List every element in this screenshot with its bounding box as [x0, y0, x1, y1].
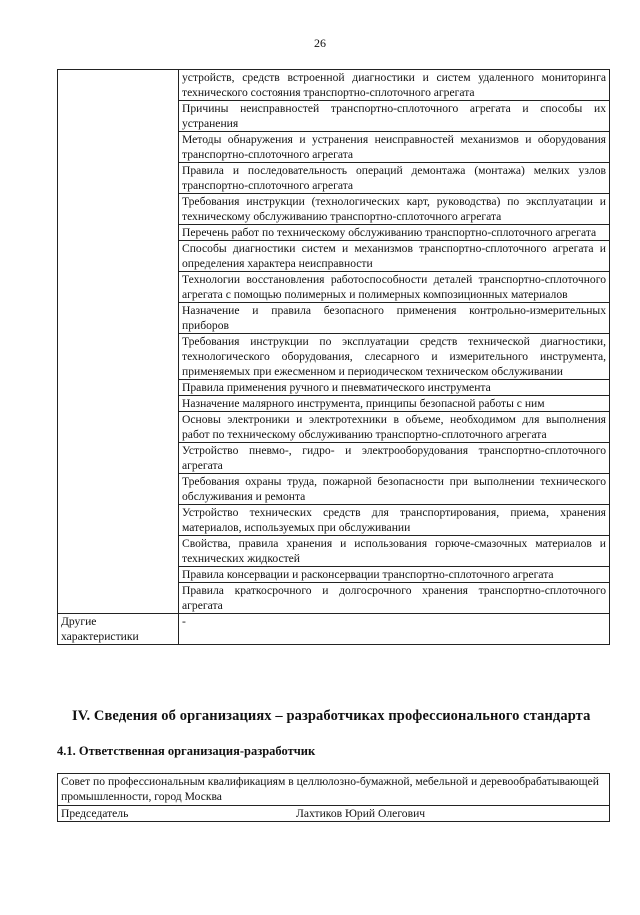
table-row	[58, 70, 610, 101]
signer-row	[58, 806, 610, 822]
row-label	[58, 70, 179, 614]
requirement-text: Правила консервации и расконсервации транспортно-сплоточного агрегата	[179, 567, 610, 583]
requirement-text: Методы обнаружения и устранения неисправностей механизмов и оборудования транспортно-сплоточного агрегата	[179, 132, 610, 163]
requirement-text: Правила краткосрочного и долгосрочного хранения транспортно-сплоточного агрегата	[179, 583, 610, 614]
requirement-text: Свойства, правила хранения и использования горюче-смазочных материалов и технических жидкостей	[179, 536, 610, 567]
requirement-text: Назначение малярного инструмента, принципы безопасной работы с ним	[179, 396, 610, 412]
requirement-text: Требования инструкции (технологических карт, руководства) по эксплуатации и техническому обслуживанию транспортно-сплоточного агрегата	[179, 194, 610, 225]
requirement-text: Устройство технических средств для транспортирования, приема, хранения материалов, используемых при обслуживании	[179, 505, 610, 536]
requirement-text: Способы диагностики систем и механизмов транспортно-сплоточного агрегата и определения характера неисправности	[179, 241, 610, 272]
requirement-text: Правила применения ручного и пневматического инструмента	[179, 380, 610, 396]
organization-table	[57, 773, 610, 822]
page-number: 26	[314, 36, 326, 50]
requirement-text: устройств, средств встроенной диагностики и систем удаленного мониторинга технического состояния транспортно-сплоточного агрегата	[179, 70, 610, 101]
requirement-text: Основы электроники и электротехники в объеме, необходимом для выполнения работ по техническому обслуживанию транспортно-сплоточного агрегата	[179, 412, 610, 443]
requirements-table	[57, 69, 610, 645]
organization-name: Совет по профессиональным квалификациям в целлюлозно-бумажной, мебельной и деревообрабатывающей промышленности, город Москва	[58, 774, 610, 806]
requirement-text: Правила и последовательность операций демонтажа (монтажа) мелких узлов транспортно-сплоточного агрегата	[179, 163, 610, 194]
row-label: Другие характеристики	[58, 614, 179, 645]
requirement-text: -	[179, 614, 610, 645]
signer-cell	[58, 806, 610, 822]
organization-row	[58, 774, 610, 806]
requirement-text: Технологии восстановления работоспособности деталей транспортно-сплоточного агрегата с помощью полимерных и полимерных композиционных материалов	[179, 272, 610, 303]
signer	[61, 806, 606, 821]
section-heading: IV. Сведения об организациях – разработчиках профессионального стандарта	[72, 708, 591, 724]
requirement-text: Устройство пневмо-, гидро- и электрооборудования транспортно-сплоточного агрегата	[179, 443, 610, 474]
requirement-text: Причины неисправностей транспортно-сплоточного агрегата и способы их устранения	[179, 101, 610, 132]
requirement-text: Назначение и правила безопасного применения контрольно-измерительных приборов	[179, 303, 610, 334]
table-row	[58, 614, 610, 645]
requirement-text: Перечень работ по техническому обслуживанию транспортно-сплоточного агрегата	[179, 225, 610, 241]
signer-role: Председатель	[61, 807, 129, 820]
requirement-text: Требования охраны труда, пожарной безопасности при выполнении технического обслуживания и ремонта	[179, 474, 610, 505]
signer-name: Лахтиков Юрий Олегович	[296, 807, 426, 820]
requirement-text: Требования инструкции по эксплуатации средств технической диагностики, технологического оборудования, слесарного и измерительного инструмента, применяемых при ежесменном и периодическом техническом обслуживании	[179, 334, 610, 380]
subsection-heading: 4.1. Ответственная организация-разработчик	[57, 744, 316, 758]
